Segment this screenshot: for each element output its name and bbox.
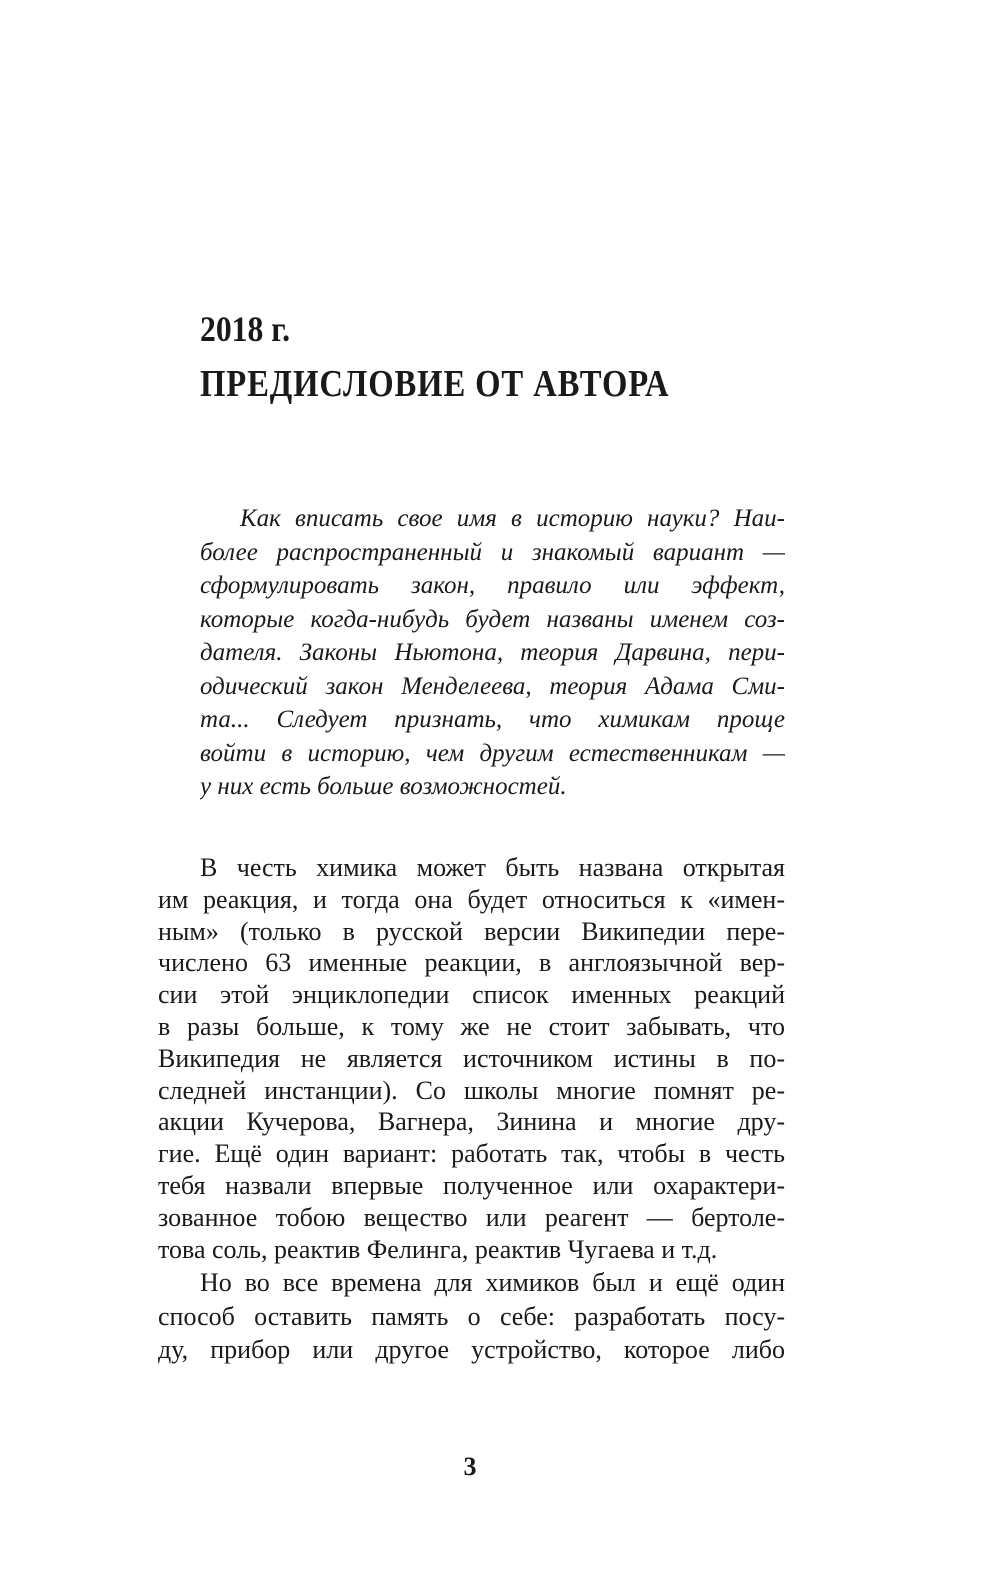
epigraph: [200, 502, 785, 804]
text-line: Википедия не является источником истины в по-: [158, 1043, 785, 1073]
text-line: зованное тобою вещество или реагент — бертоле-: [158, 1202, 785, 1232]
paragraph-1: [158, 852, 785, 1265]
section-year: 2018 г.: [200, 309, 291, 349]
text-line: следней инстанции). Со школы многие помнят ре-: [158, 1075, 785, 1105]
text-line: та... Следует признать, что химикам проще: [200, 706, 785, 733]
text-line: В честь химика может быть названа открытая: [200, 853, 785, 882]
text-line: Как вписать свое имя в историю науки? Наи-: [240, 505, 785, 532]
text-line: в разы больше, к тому же не стоит забывать, что: [158, 1011, 785, 1041]
paragraph-2: [158, 1266, 785, 1367]
text-line: това соль, реактив Фелинга, реактив Чугаева и т.д.: [158, 1234, 718, 1264]
text-line: числено 63 именные реакции, в англоязычной вер-: [158, 948, 785, 978]
text-line: сии этой энциклопедии список именных реакций: [158, 980, 785, 1010]
text-line: дателя. Законы Ньютона, теория Дарвина, пери-: [200, 639, 785, 666]
page-number: 3: [463, 1452, 477, 1481]
text-line: сформулировать закон, правило или эффект,: [200, 572, 785, 599]
text-line: которые когда-нибудь будет названы именем соз-: [200, 605, 785, 633]
text-line: ду, прибор или другое устройство, которое либо: [158, 1335, 785, 1364]
text-line: ным» (только в русской версии Википедии пере-: [158, 916, 785, 946]
text-line: более распространенный и знакомый вариант —: [200, 538, 785, 566]
text-line: гие. Ещё один вариант: работать так, чтобы в честь: [158, 1139, 785, 1169]
text-line: у них есть больше возможностей.: [200, 773, 567, 800]
page-title: ПРЕДИСЛОВИЕ ОТ АВТОРА: [200, 363, 670, 405]
text-line: одический закон Менделеева, теория Адама Сми-: [200, 672, 785, 700]
text-line: войти в историю, чем другим естественникам —: [200, 739, 785, 767]
text-line: им реакция, и тогда она будет относиться к «имен-: [158, 884, 785, 914]
text-line: тебя назвали впервые полученное или охарактери-: [158, 1170, 785, 1200]
text-line: Но во все времена для химиков был и ещё один: [200, 1268, 785, 1297]
text-line: акции Кучерова, Вагнера, Зинина и многие дру-: [158, 1107, 785, 1137]
text-line: способ оставить память о себе: разработать посу-: [158, 1301, 785, 1331]
